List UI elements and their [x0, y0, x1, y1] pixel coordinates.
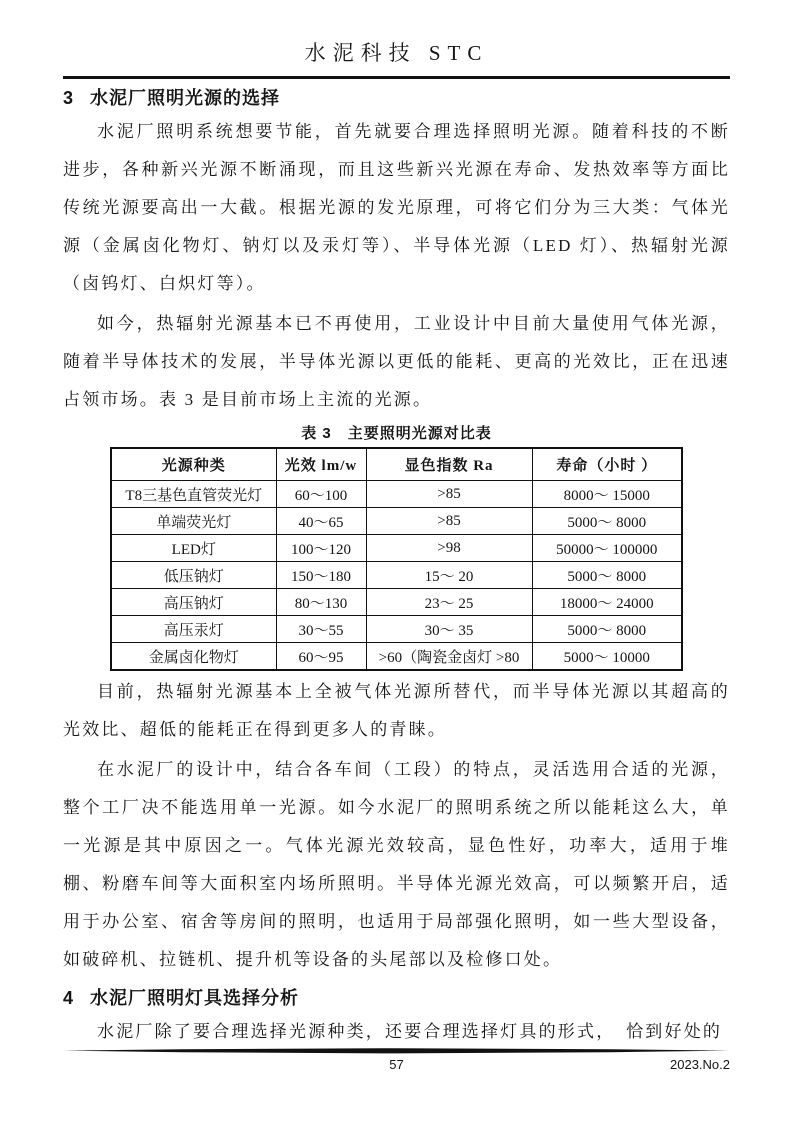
paragraph: 水泥厂照明系统想要节能，首先就要合理选择照明光源。随着科技的不断进步，各种新兴光源不断涌现，而且这些新兴光源在寿命、发热效率等方面比传统光源要高出一大截。根据光源的发光原理，可将它们分为三大类：气体光源（金属卤化物灯、钠灯以及汞灯等）、半导体光源（LED 灯）、热辐射光源（卤钨灯、白炽灯等）。 — [63, 122, 730, 293]
paragraph: 如今，热辐射光源基本已不再使用，工业设计中目前大量使用气体光源，随着半导体技术的发展，半导体光源以更低的能耗、更高的光效比，正在迅速占领市场。表 3 是目前市场上主流的光源。 — [63, 314, 730, 409]
section-3-heading — [63, 85, 730, 111]
table-cell: 5000～ 8000 — [532, 616, 682, 643]
table-cell: >98 — [366, 535, 532, 562]
table-header-row — [111, 448, 682, 481]
table-cell: 40～65 — [276, 508, 366, 535]
table-cell: >60（陶瓷金卤灯 >80 — [366, 643, 532, 671]
table-cell: >85 — [366, 481, 532, 508]
table-row — [111, 562, 682, 589]
table-cell: LED灯 — [111, 535, 276, 562]
table-cell: 23～ 25 — [366, 589, 532, 616]
page-number: 57 — [389, 1057, 404, 1072]
table-header-cell: 光效 lm/w — [276, 448, 366, 481]
table-row — [111, 589, 682, 616]
table-cell: 5000～ 8000 — [532, 562, 682, 589]
table-row — [111, 643, 682, 671]
table-row — [111, 616, 682, 643]
table-row — [111, 481, 682, 508]
section-3-title: 水泥厂照明光源的选择 — [90, 88, 281, 108]
table-cell: 低压钠灯 — [111, 562, 276, 589]
table-cell: 单端荧光灯 — [111, 508, 276, 535]
table-cell: T8三基色直管荧光灯 — [111, 481, 276, 508]
table-header-cell: 光源种类 — [111, 448, 276, 481]
footer-rule — [63, 1048, 730, 1054]
table-cell: 5000～ 8000 — [532, 508, 682, 535]
table-cell: 100～120 — [276, 535, 366, 562]
issue-number: 2023.No.2 — [670, 1057, 730, 1072]
section-3-number: 3 — [63, 88, 75, 108]
table-cell: 金属卤化物灯 — [111, 643, 276, 671]
table-cell: 18000～ 24000 — [532, 589, 682, 616]
table-header-cell: 显色指数 Ra — [366, 448, 532, 481]
table-caption: 表 3 主要照明光源对比表 — [301, 425, 492, 442]
section-4-number: 4 — [63, 988, 75, 1008]
table-cell: 150～180 — [276, 562, 366, 589]
journal-title: 水泥科技 STC — [304, 41, 489, 65]
table-cell: 80～130 — [276, 589, 366, 616]
header-rule — [63, 76, 730, 79]
table-cell: 60～100 — [276, 481, 366, 508]
table-cell: 60～95 — [276, 643, 366, 671]
table-cell: 8000～ 15000 — [532, 481, 682, 508]
table-cell: 高压汞灯 — [111, 616, 276, 643]
table-cell: 高压钠灯 — [111, 589, 276, 616]
page-footer — [63, 1048, 730, 1073]
table-cell: 15～ 20 — [366, 562, 532, 589]
paragraph: 在水泥厂的设计中，结合各车间（工段）的特点，灵活选用合适的光源，整个工厂决不能选用单一光源。如今水泥厂的照明系统之所以能耗这么大，单一光源是其中原因之一。气体光源光效较高，显色性好，功率大，适用于堆棚、粉磨车间等大面积室内场所照明。半导体光源光效高，可以频繁开启，适用于办公室、宿舍等房间的照明，也适用于局部强化照明，如一些大型设备，如破碎机、拉链机、提升机等设备的头尾部以及检修口处。 — [63, 760, 730, 969]
table-row — [111, 508, 682, 535]
table-cell: >85 — [366, 508, 532, 535]
table-cell: 30～ 35 — [366, 616, 532, 643]
section-4-heading — [63, 985, 730, 1011]
paragraph: 水泥厂除了要合理选择光源种类，还要合理选择灯具的形式， 恰到好处的 — [97, 1022, 723, 1041]
table-header-cell: 寿命（小时 ） — [532, 448, 682, 481]
table-cell: 5000～ 10000 — [532, 643, 682, 671]
light-source-comparison-table — [110, 447, 683, 671]
paragraph: 目前，热辐射光源基本上全被气体光源所替代，而半导体光源以其超高的光效比、超低的能耗正在得到更多人的青睐。 — [63, 682, 730, 739]
table-cell: 30～55 — [276, 616, 366, 643]
table-row — [111, 535, 682, 562]
section-4-title: 水泥厂照明灯具选择分析 — [90, 988, 300, 1008]
table-cell: 50000～ 100000 — [532, 535, 682, 562]
